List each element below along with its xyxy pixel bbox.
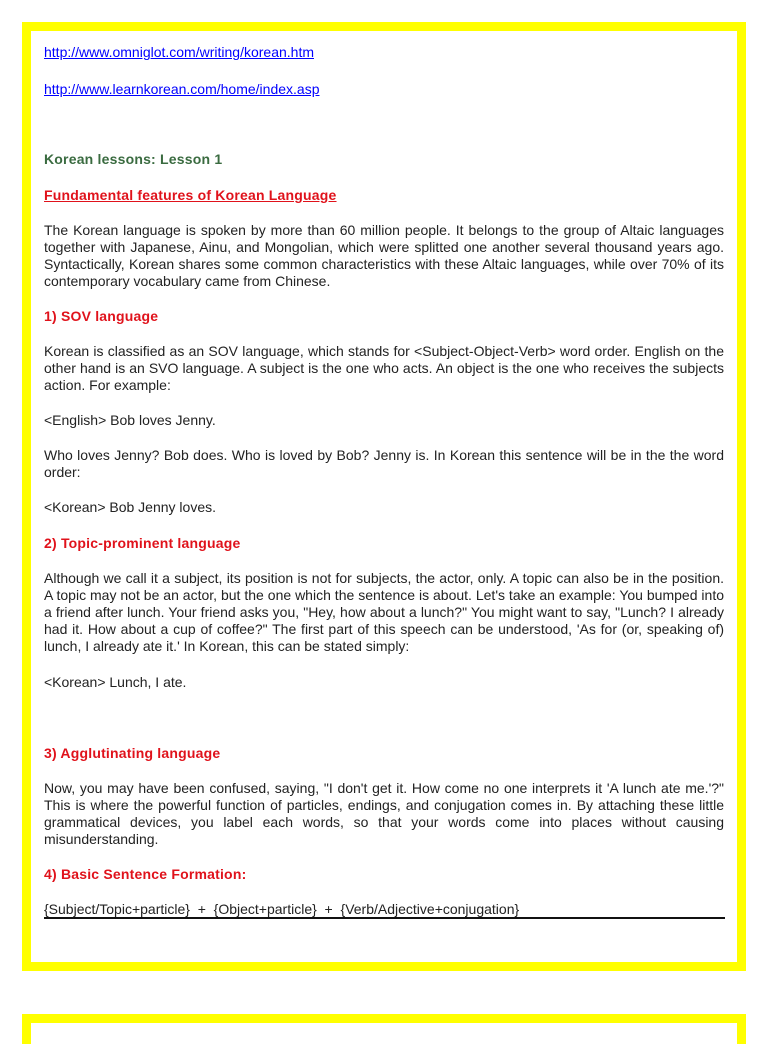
formula-underline [44, 917, 725, 919]
topic-korean-example: <Korean> Lunch, I ate. [44, 674, 187, 690]
sentence-formula: {Subject/Topic+particle} + {Object+particle} + {Verb/Adjective+conjugation} [44, 901, 520, 917]
section-heading-sov: 1) SOV language [44, 308, 159, 324]
section-heading-agglutinating: 3) Agglutinating language [44, 745, 221, 761]
section-heading-topic: 2) Topic-prominent language [44, 535, 241, 551]
sov-paragraph: Korean is classified as an SOV language, which stands for <Subject-Object-Verb> word order. English on the other hand is an SVO language. A subject is the one who acts. An object is the one who receives the subjects action. For example: [44, 343, 724, 393]
topic-paragraph: Although we call it a subject, its position is not for subjects, the actor, only. A topic can also be in the position. A topic may not be an actor, but the one which the sentence is about. Let's take an example: You bumped into a friend after lunch. Your friend asks you, "Hey, how about a lunch?" You might want to say, "Lunch? I already had it. How about a cup of coffee?" The first part of this speech can be understood, 'As for (or, speaking of) lunch, I already ate it.' In Korean, this can be stated simply: [44, 570, 724, 654]
intro-paragraph: The Korean language is spoken by more than 60 million people. It belongs to the group of Altaic languages together with Japanese, Ainu, and Mongolian, which were splitted one another several thousand years ago. Syntactically, Korean shares some common characteristics with these Altaic languages, while over 70% of its contemporary vocabulary came from Chinese. [44, 222, 724, 289]
link-learnkorean[interactable]: http://www.learnkorean.com/home/index.asp [44, 81, 320, 97]
sov-korean-example: <Korean> Bob Jenny loves. [44, 499, 217, 515]
sov-english-example: <English> Bob loves Jenny. [44, 412, 216, 428]
lesson-title: Korean lessons: Lesson 1 [44, 151, 223, 167]
section-heading-basic-sentence: 4) Basic Sentence Formation: [44, 866, 247, 882]
agglutinating-paragraph: Now, you may have been confused, saying, "I don't get it. How come no one interprets it 'A lunch ate me.'?" This is where the powerful function of particles, endings, and conjugation comes in. By attaching these little grammatical devices, you label each words, so that your words come into places without causing misunderstanding. [44, 780, 724, 847]
link-omniglot[interactable]: http://www.omniglot.com/writing/korean.htm [44, 44, 314, 60]
sov-question-paragraph: Who loves Jenny? Bob does. Who is loved by Bob? Jenny is. In Korean this sentence will be in the the word order: [44, 447, 724, 480]
next-page-frame [22, 1014, 746, 1044]
main-heading: Fundamental features of Korean Language [44, 187, 337, 203]
